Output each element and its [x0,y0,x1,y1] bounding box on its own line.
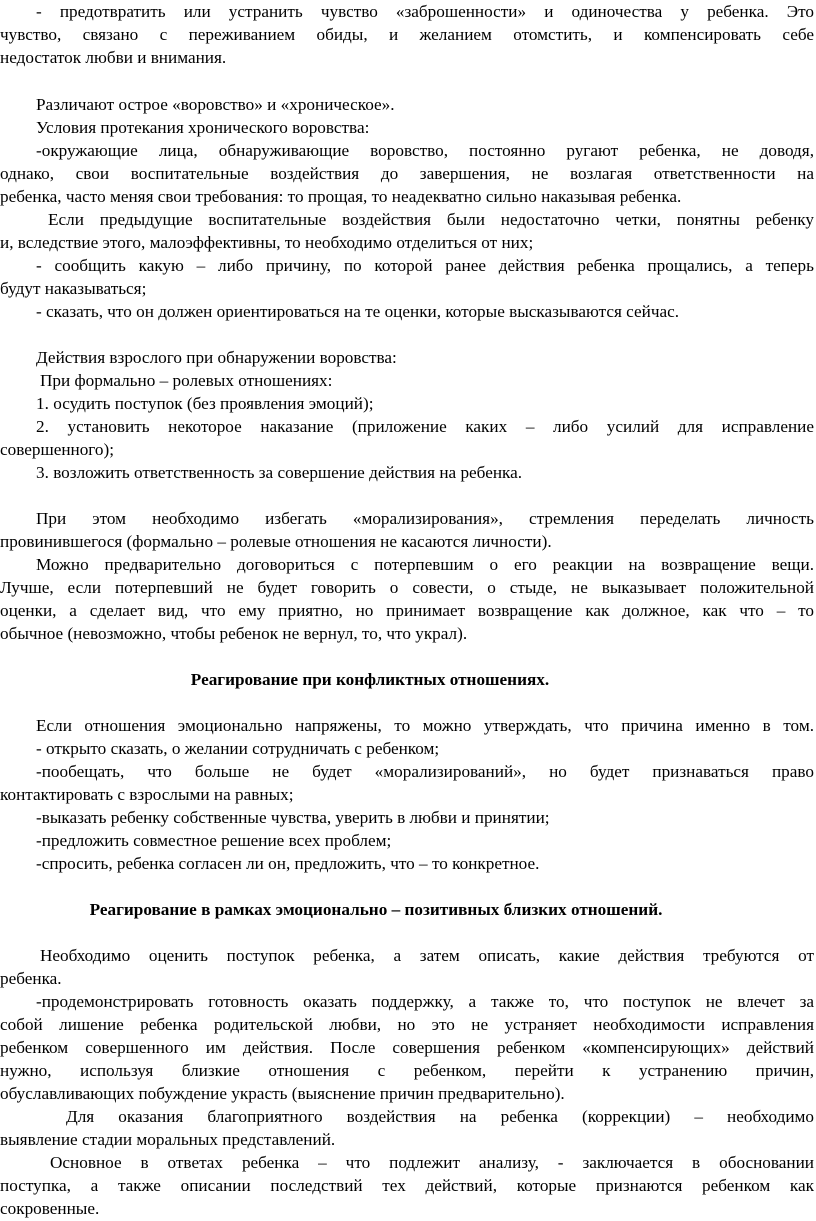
list-item: 1. осудить поступок (без проявления эмоций); [36,394,374,413]
text-line: - открыто сказать, о желании сотрудничать с ребенком; [36,739,440,758]
text-line: -выказать ребенку собственные чувства, уверить в любви и принятии; [36,808,550,827]
text-line: -окружающие лица, обнаруживающие воровство, постоянно ругают ребенка, не доводя, [36,141,814,160]
text-line: нужно, используя близкие отношения с ребенком, перейти к устранению причин, [0,1061,814,1080]
text-line: Основное в ответах ребенка – что подлежит анализу, - заключается в обосновании [50,1153,814,1172]
text-line: Различают острое «воровство» и «хроническое». [36,95,395,114]
text-line: и, вследствие этого, малоэффективны, то необходимо отделиться от них; [0,233,534,252]
text-line: недостаток любви и внимания. [0,48,227,67]
text-line: ребенка, часто меняя свои требования: то прощая, то неадекватно сильно наказывая ребенка. [0,187,682,206]
text-line: обуславливающих побуждение украсть (выяснение причин предварительно). [0,1084,565,1103]
text-line: Если отношения эмоционально напряжены, то можно утверждать, что причина именно в том. [36,716,814,735]
text-line: Если предыдущие воспитательные воздействия были недостаточно четки, понятны ребенку [48,210,814,229]
text-line: обычное (невозможно, чтобы ребенок не вернул, то, что украл). [0,624,468,643]
text-line: -продемонстрировать готовность оказать поддержку, а также то, что поступок не влечет за [36,992,814,1011]
text-line: При этом необходимо избегать «морализирования», стремления переделать личность [36,509,814,528]
text-line: контактировать с взрослыми на равных; [0,785,294,804]
text-line: Условия протекания хронического воровства: [36,118,370,137]
list-item: 3. возложить ответственность за совершение действия на ребенка. [36,463,523,482]
section-heading: Реагирование в рамках эмоционально – позитивных близких отношений. [89,900,663,919]
text-line: Лучше, если потерпевший не будет говорить о совести, о стыде, не выказывает положительной [0,578,814,597]
text-line: поступка, а также описании последствий тех действий, которые признаются ребенком как [0,1176,814,1195]
text-line: Действия взрослого при обнаружении воровства: [36,348,397,367]
section-heading: Реагирование при конфликтных отношениях. [190,670,550,689]
text-line: - предотвратить или устранить чувство «заброшенности» и одиночества у ребенка. Это [36,2,814,21]
text-line: Необходимо оценить поступок ребенка, а затем описать, какие действия требуются от [40,946,814,965]
text-line: сокровенные. [0,1199,100,1218]
text-line: однако, свои воспитательные воздействия до завершения, не возлагая ответственности на [0,164,814,183]
text-line: совершенного); [0,440,115,459]
text-line: выявление стадии моральных представлений. [0,1130,336,1149]
text-line: -предложить совместное решение всех проблем; [36,831,392,850]
text-line: будут наказываться; [0,279,147,298]
text-line: При формально – ролевых отношениях: [40,371,333,390]
text-line: собой лишение ребенка родительской любви, но это не устраняет необходимости исправления [0,1015,814,1034]
text-line: чувство, связано с переживанием обиды, и желанием отомстить, и компенсировать себе [0,25,814,44]
text-line: Для оказания благоприятного воздействия на ребенка (коррекции) – необходимо [66,1107,814,1126]
text-line: провинившегося (формально – ролевые отношения не касаются личности). [0,532,552,551]
list-item: 2. установить некоторое наказание (приложение каких – либо усилий для исправление [36,417,814,436]
text-line: Можно предварительно договориться с потерпевшим о его реакции на возвращение вещи. [36,555,814,574]
text-line: оценки, а сделает вид, что ему приятно, но принимает возвращение как должное, как что – то [0,601,814,620]
text-line: -спросить, ребенка согласен ли он, предложить, что – то конкретное. [36,854,540,873]
text-line: - сказать, что он должен ориентироваться на те оценки, которые высказываются сейчас. [36,302,680,321]
text-line: - сообщить какую – либо причину, по которой ранее действия ребенка прощались, а теперь [36,256,814,275]
text-line: ребенком совершенного им действия. После совершения ребенком «компенсирующих» действий [0,1038,814,1057]
text-line: -пообещать, что больше не будет «морализирований», но будет признаваться право [36,762,814,781]
text-line: ребенка. [0,969,62,988]
